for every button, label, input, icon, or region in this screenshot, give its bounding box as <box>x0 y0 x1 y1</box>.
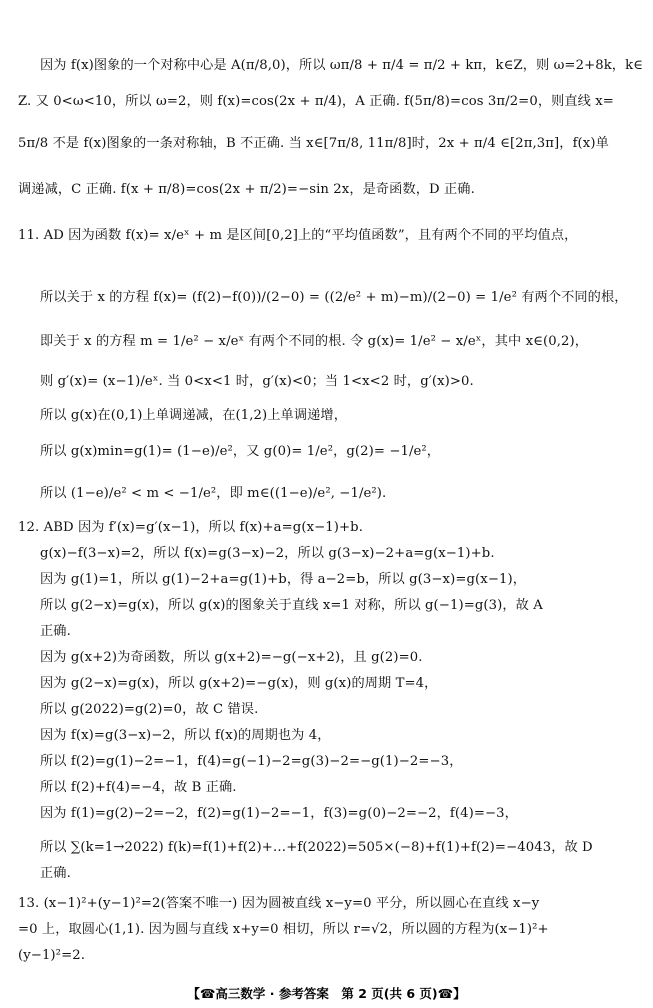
text-line: 即关于 x 的方程 m = 1/e² − x/eˣ 有两个不同的根. 令 g(x)= 1/e² − x/eˣ，其中 x∈(0,2)， <box>40 334 589 349</box>
sum-line: 所以 ∑(k=1→2022) f(k)=f(1)+f(2)+…+f(2022)=505×(−8)+f(1)+f(2)=−4043，故 D <box>40 840 593 855</box>
text-line: 所以 g(2−x)=g(x)，所以 g(x)的图象关于直线 x=1 对称，所以 g(−1)=g(3)，故 A <box>40 598 543 613</box>
text-line: 因为 g(1)=1，所以 g(1)−2+a=g(1)+b，得 a−2=b，所以 g(3−x)=g(x−1)， <box>40 572 526 587</box>
text-line: Z. 又 0<ω<10，所以 ω=2，则 f(x)=cos(2x + π/4)，A 正确. f(5π/8)=cos 3π/2=0，则直线 x= <box>18 94 614 109</box>
text-line: 调递减，C 正确. f(x + π/8)=cos(2x + π/2)=−sin 2x，是奇函数，D 正确. <box>18 182 475 197</box>
text-line: 正确. <box>40 866 71 881</box>
text-line: 因为 f(x)图象的一个对称中心是 A(π/8,0)，所以 ωπ/8 + π/4 = π/2 + kπ，k∈Z，则 ω=2+8k，k∈ <box>40 58 644 73</box>
text-line: 所以 g(2022)=g(2)=0，故 C 错误. <box>40 702 259 717</box>
text-line: g(x)−f(3−x)=2，所以 f(x)=g(3−x)−2，所以 g(3−x)−2+a=g(x−1)+b. <box>40 546 495 561</box>
text-line: 所以 g(x)在(0,1)上单调递减，在(1,2)上单调递增， <box>40 408 347 423</box>
text-line: 所以关于 x 的方程 f(x)= (f(2)−f(0))/(2−0) = ((2/e² + m)−m)/(2−0) = 1/e² 有两个不同的根， <box>40 290 628 305</box>
page-footer: 【☎高三数学 · 参考答案 第 2 页(共 6 页)☎】 <box>187 986 466 1001</box>
text-line: 所以 (1−e)/e² < m < −1/e²，即 m∈((1−e)/e², −1/e²). <box>40 486 387 501</box>
text-line: 5π/8 不是 f(x)图象的一条对称轴，B 不正确. 当 x∈[7π/8, 11π/8]时，2x + π/4 ∈[2π,3π]，f(x)单 <box>18 136 609 151</box>
text-line: 所以 f(2)+f(4)=−4，故 B 正确. <box>40 780 237 795</box>
text-line: =0 上，取圆心(1,1). 因为圆与直线 x+y=0 相切，所以 r=√2，所以圆的方程为(x−1)²+ <box>18 922 549 937</box>
text-line: (y−1)²=2. <box>18 948 85 963</box>
text-line: 则 g′(x)= (x−1)/eˣ. 当 0<x<1 时，g′(x)<0；当 1<x<2 时，g′(x)>0. <box>40 374 474 389</box>
problem-13-heading: 13. (x−1)²+(y−1)²=2(答案不唯一) 因为圆被直线 x−y=0 平分，所以圆心在直线 x−y <box>18 896 540 911</box>
problem-12-heading: 12. ABD 因为 f′(x)=g′(x−1)，所以 f(x)+a=g(x−1)+b. <box>18 520 363 535</box>
text-line: 因为 f(x)=g(3−x)−2，所以 f(x)的周期也为 4， <box>40 728 331 743</box>
text-line: 因为 g(x+2)为奇函数，所以 g(x+2)=−g(−x+2)，且 g(2)=0. <box>40 650 423 665</box>
text-line: 因为 g(2−x)=g(x)，所以 g(x+2)=−g(x)，则 g(x)的周期 T=4， <box>40 676 438 691</box>
text-line: 因为 f(1)=g(2)−2=−2，f(2)=g(1)−2=−1，f(3)=g(0)−2=−2，f(4)=−3， <box>40 806 518 821</box>
text-line: 正确. <box>40 624 71 639</box>
problem-11-heading: 11. AD 因为函数 f(x)= x/eˣ + m 是区间[0,2]上的“平均值函数”，且有两个不同的平均值点， <box>18 228 578 243</box>
text-line: 所以 g(x)min=g(1)= (1−e)/e²，又 g(0)= 1/e²，g(2)= −1/e²， <box>40 444 441 459</box>
text-line: 所以 f(2)=g(1)−2=−1，f(4)=g(−1)−2=g(3)−2=−g(1)−2=−3， <box>40 754 463 769</box>
